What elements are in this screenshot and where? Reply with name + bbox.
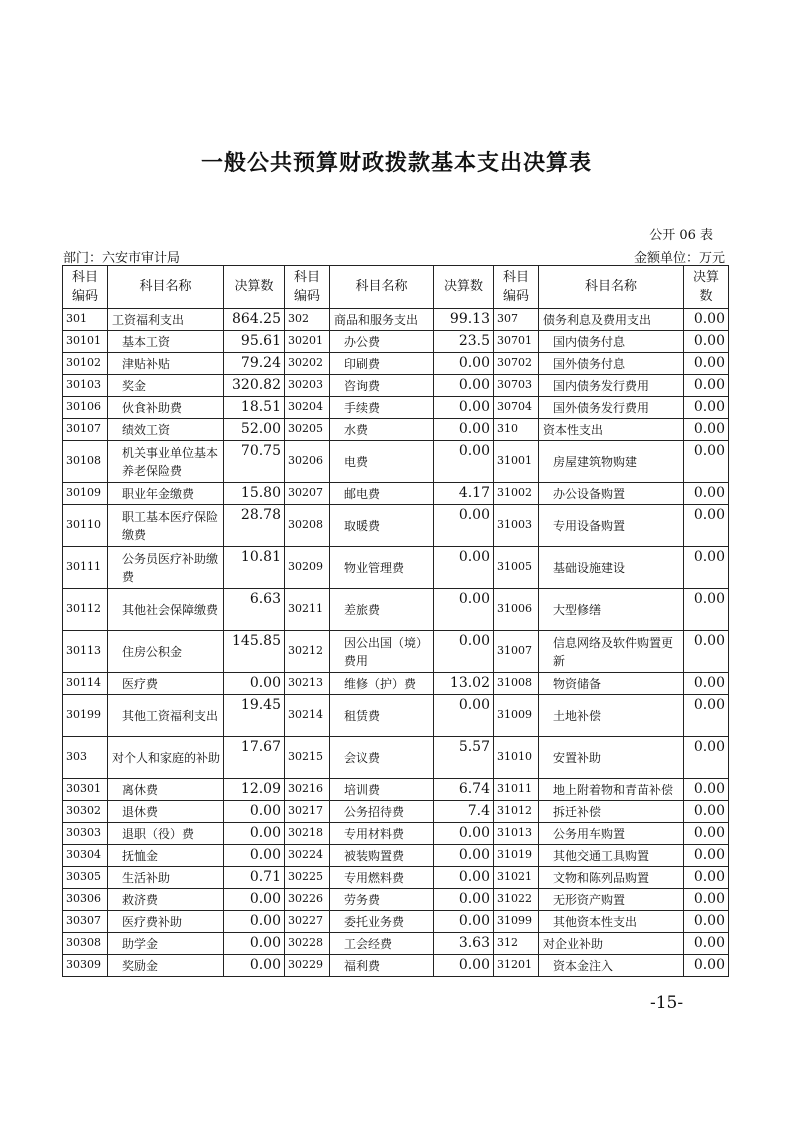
item-code: 30111 — [63, 547, 108, 589]
item-code: 30217 — [285, 801, 330, 823]
header-name: 科目名称 — [330, 266, 434, 309]
table-row — [63, 779, 729, 801]
form-number: 公开 06 表 — [649, 228, 713, 243]
item-code: 30209 — [285, 547, 330, 589]
item-name: 取暖费 — [330, 505, 434, 547]
item-code: 30303 — [63, 823, 108, 845]
item-amount: 28.78 — [224, 505, 285, 547]
item-name: 无形资产购置 — [539, 889, 684, 911]
item-name: 国外债务发行费用 — [539, 397, 684, 419]
item-name: 会议费 — [330, 737, 434, 779]
item-name: 工资福利支出 — [108, 309, 224, 331]
item-amount: 0.00 — [684, 441, 729, 483]
item-amount: 0.00 — [684, 353, 729, 375]
item-amount: 320.82 — [224, 375, 285, 397]
item-code: 31019 — [494, 845, 539, 867]
table-row — [63, 867, 729, 889]
table-row — [63, 955, 729, 977]
item-amount: 18.51 — [224, 397, 285, 419]
item-amount: 12.09 — [224, 779, 285, 801]
item-name: 拆迁补偿 — [539, 801, 684, 823]
item-amount: 0.00 — [434, 695, 494, 737]
item-code: 30201 — [285, 331, 330, 353]
item-name: 水费 — [330, 419, 434, 441]
item-code: 31201 — [494, 955, 539, 977]
item-code: 30101 — [63, 331, 108, 353]
item-code: 30225 — [285, 867, 330, 889]
item-amount: 6.74 — [434, 779, 494, 801]
item-name: 信息网络及软件购置更新 — [539, 631, 684, 673]
item-amount: 0.00 — [224, 933, 285, 955]
item-code: 30214 — [285, 695, 330, 737]
item-amount: 95.61 — [224, 331, 285, 353]
item-code: 30212 — [285, 631, 330, 673]
item-code: 30103 — [63, 375, 108, 397]
item-amount: 10.81 — [224, 547, 285, 589]
item-name: 住房公积金 — [108, 631, 224, 673]
item-name: 津贴补贴 — [108, 353, 224, 375]
item-name: 抚恤金 — [108, 845, 224, 867]
item-amount: 0.00 — [434, 505, 494, 547]
item-code: 31005 — [494, 547, 539, 589]
item-code: 31022 — [494, 889, 539, 911]
item-name: 地上附着物和青苗补偿 — [539, 779, 684, 801]
item-amount: 79.24 — [224, 353, 285, 375]
item-name: 基本工资 — [108, 331, 224, 353]
item-name: 土地补偿 — [539, 695, 684, 737]
item-name: 职业年金缴费 — [108, 483, 224, 505]
item-name: 医疗费补助 — [108, 911, 224, 933]
item-amount: 0.00 — [684, 309, 729, 331]
item-code: 30302 — [63, 801, 108, 823]
table-row — [63, 309, 729, 331]
item-amount: 0.00 — [684, 779, 729, 801]
item-name: 生活补助 — [108, 867, 224, 889]
item-name: 绩效工资 — [108, 419, 224, 441]
item-amount: 0.00 — [434, 589, 494, 631]
table-row — [63, 631, 729, 673]
department-label: 部门：六安市审计局 — [63, 251, 181, 266]
item-code: 31001 — [494, 441, 539, 483]
item-code: 312 — [494, 933, 539, 955]
item-code: 30216 — [285, 779, 330, 801]
table-row — [63, 801, 729, 823]
item-amount: 23.5 — [434, 331, 494, 353]
item-name: 退休费 — [108, 801, 224, 823]
item-name: 机关事业单位基本养老保险费 — [108, 441, 224, 483]
table-row — [63, 353, 729, 375]
item-code: 30309 — [63, 955, 108, 977]
item-code: 30204 — [285, 397, 330, 419]
item-name: 安置补助 — [539, 737, 684, 779]
header-amount: 决算数 — [684, 266, 729, 309]
item-amount: 0.00 — [224, 911, 285, 933]
item-code: 30229 — [285, 955, 330, 977]
item-code: 30703 — [494, 375, 539, 397]
item-name: 国外债务付息 — [539, 353, 684, 375]
table-row — [63, 933, 729, 955]
item-code: 31006 — [494, 589, 539, 631]
item-amount: 0.00 — [684, 483, 729, 505]
item-amount: 0.00 — [224, 889, 285, 911]
item-amount: 0.00 — [434, 911, 494, 933]
item-amount: 0.00 — [434, 353, 494, 375]
item-code: 30202 — [285, 353, 330, 375]
item-code: 303 — [63, 737, 108, 779]
item-amount: 0.00 — [684, 867, 729, 889]
table-row — [63, 331, 729, 353]
table-row — [63, 911, 729, 933]
item-name: 福利费 — [330, 955, 434, 977]
item-name: 伙食补助费 — [108, 397, 224, 419]
item-code: 31021 — [494, 867, 539, 889]
table-row — [63, 397, 729, 419]
item-amount: 0.00 — [224, 801, 285, 823]
item-amount: 99.13 — [434, 309, 494, 331]
table-header-row — [63, 266, 729, 309]
item-name: 专用材料费 — [330, 823, 434, 845]
item-amount: 0.00 — [434, 375, 494, 397]
item-amount: 145.85 — [224, 631, 285, 673]
item-amount: 0.00 — [224, 955, 285, 977]
item-name: 其他资本性支出 — [539, 911, 684, 933]
item-code: 31007 — [494, 631, 539, 673]
item-name: 公务招待费 — [330, 801, 434, 823]
item-amount: 0.00 — [434, 397, 494, 419]
item-name: 离休费 — [108, 779, 224, 801]
item-code: 30213 — [285, 673, 330, 695]
item-code: 30306 — [63, 889, 108, 911]
table-row — [63, 695, 729, 737]
item-name: 资本性支出 — [539, 419, 684, 441]
item-name: 房屋建筑物购建 — [539, 441, 684, 483]
item-code: 30199 — [63, 695, 108, 737]
item-code: 30113 — [63, 631, 108, 673]
item-code: 30114 — [63, 673, 108, 695]
table-row — [63, 547, 729, 589]
item-amount: 0.00 — [434, 631, 494, 673]
item-code: 31099 — [494, 911, 539, 933]
item-code: 31013 — [494, 823, 539, 845]
header-amount: 决算数 — [224, 266, 285, 309]
item-name: 职工基本医疗保险缴费 — [108, 505, 224, 547]
item-amount: 0.00 — [434, 889, 494, 911]
item-code: 30227 — [285, 911, 330, 933]
item-code: 30702 — [494, 353, 539, 375]
item-name: 办公费 — [330, 331, 434, 353]
table-row — [63, 505, 729, 547]
item-code: 30207 — [285, 483, 330, 505]
item-name: 奖励金 — [108, 955, 224, 977]
item-name: 国内债务发行费用 — [539, 375, 684, 397]
item-amount: 4.17 — [434, 483, 494, 505]
item-code: 31011 — [494, 779, 539, 801]
item-amount: 0.00 — [434, 823, 494, 845]
item-amount: 0.00 — [684, 737, 729, 779]
item-name: 大型修缮 — [539, 589, 684, 631]
item-amount: 0.00 — [684, 695, 729, 737]
item-amount: 0.00 — [684, 845, 729, 867]
table-row — [63, 441, 729, 483]
item-name: 物业管理费 — [330, 547, 434, 589]
item-name: 对个人和家庭的补助 — [108, 737, 224, 779]
item-amount: 0.00 — [684, 397, 729, 419]
item-code: 30305 — [63, 867, 108, 889]
header-name: 科目名称 — [539, 266, 684, 309]
item-name: 手续费 — [330, 397, 434, 419]
item-amount: 0.00 — [434, 867, 494, 889]
item-amount: 0.71 — [224, 867, 285, 889]
item-amount: 19.45 — [224, 695, 285, 737]
item-code: 302 — [285, 309, 330, 331]
item-amount: 0.00 — [684, 547, 729, 589]
item-amount: 0.00 — [434, 441, 494, 483]
item-amount: 0.00 — [684, 589, 729, 631]
item-name: 奖金 — [108, 375, 224, 397]
item-name: 债务利息及费用支出 — [539, 309, 684, 331]
item-name: 其他工资福利支出 — [108, 695, 224, 737]
item-amount: 13.02 — [434, 673, 494, 695]
item-amount: 0.00 — [684, 331, 729, 353]
item-code: 30307 — [63, 911, 108, 933]
item-name: 专用设备购置 — [539, 505, 684, 547]
item-name: 专用燃料费 — [330, 867, 434, 889]
header-code: 科目编码 — [494, 266, 539, 309]
item-code: 30208 — [285, 505, 330, 547]
item-name: 基础设施建设 — [539, 547, 684, 589]
item-code: 31008 — [494, 673, 539, 695]
item-amount: 52.00 — [224, 419, 285, 441]
item-amount: 0.00 — [224, 845, 285, 867]
item-name: 被装购置费 — [330, 845, 434, 867]
table-row — [63, 673, 729, 695]
item-code: 30110 — [63, 505, 108, 547]
item-amount: 0.00 — [684, 375, 729, 397]
item-code: 30102 — [63, 353, 108, 375]
item-code: 30224 — [285, 845, 330, 867]
item-amount: 0.00 — [434, 419, 494, 441]
item-name: 维修（护）费 — [330, 673, 434, 695]
header-code: 科目编码 — [285, 266, 330, 309]
item-code: 30205 — [285, 419, 330, 441]
item-code: 30206 — [285, 441, 330, 483]
page-title: 一般公共预算财政拨款基本支出决算表 — [200, 150, 592, 176]
item-name: 对企业补助 — [539, 933, 684, 955]
table-row — [63, 589, 729, 631]
item-amount: 3.63 — [434, 933, 494, 955]
item-name: 电费 — [330, 441, 434, 483]
item-amount: 0.00 — [684, 823, 729, 845]
item-amount: 0.00 — [684, 911, 729, 933]
item-amount: 0.00 — [684, 955, 729, 977]
item-name: 救济费 — [108, 889, 224, 911]
table-row — [63, 889, 729, 911]
item-amount: 0.00 — [224, 823, 285, 845]
item-code: 30109 — [63, 483, 108, 505]
item-code: 31012 — [494, 801, 539, 823]
item-code: 307 — [494, 309, 539, 331]
item-code: 30701 — [494, 331, 539, 353]
item-code: 31002 — [494, 483, 539, 505]
item-name: 医疗费 — [108, 673, 224, 695]
item-code: 30203 — [285, 375, 330, 397]
page-number: -15- — [650, 993, 684, 1013]
expenditure-table — [62, 265, 729, 977]
item-amount: 864.25 — [224, 309, 285, 331]
item-name: 委托业务费 — [330, 911, 434, 933]
table-row — [63, 845, 729, 867]
item-name: 其他交通工具购置 — [539, 845, 684, 867]
item-code: 30308 — [63, 933, 108, 955]
item-code: 30704 — [494, 397, 539, 419]
item-name: 邮电费 — [330, 483, 434, 505]
item-code: 30107 — [63, 419, 108, 441]
item-amount: 15.80 — [224, 483, 285, 505]
table-row — [63, 419, 729, 441]
item-amount: 0.00 — [684, 631, 729, 673]
item-name: 公务员医疗补助缴费 — [108, 547, 224, 589]
table-row — [63, 483, 729, 505]
item-amount: 0.00 — [434, 547, 494, 589]
item-amount: 6.63 — [224, 589, 285, 631]
item-amount: 0.00 — [434, 955, 494, 977]
item-amount: 0.00 — [224, 673, 285, 695]
item-name: 物资储备 — [539, 673, 684, 695]
item-name: 公务用车购置 — [539, 823, 684, 845]
item-name: 租赁费 — [330, 695, 434, 737]
item-code: 30108 — [63, 441, 108, 483]
item-code: 30301 — [63, 779, 108, 801]
item-code: 30211 — [285, 589, 330, 631]
item-amount: 0.00 — [434, 845, 494, 867]
item-code: 31010 — [494, 737, 539, 779]
table-row — [63, 375, 729, 397]
item-code: 30215 — [285, 737, 330, 779]
item-name: 工会经费 — [330, 933, 434, 955]
header-amount: 决算数 — [434, 266, 494, 309]
item-name: 助学金 — [108, 933, 224, 955]
item-code: 31003 — [494, 505, 539, 547]
item-name: 国内债务付息 — [539, 331, 684, 353]
unit-label: 金额单位：万元 — [633, 251, 725, 266]
header-name: 科目名称 — [108, 266, 224, 309]
item-code: 30112 — [63, 589, 108, 631]
item-name: 文物和陈列品购置 — [539, 867, 684, 889]
item-amount: 0.00 — [684, 889, 729, 911]
item-code: 30304 — [63, 845, 108, 867]
item-name: 办公设备购置 — [539, 483, 684, 505]
item-name: 商品和服务支出 — [330, 309, 434, 331]
table-row — [63, 737, 729, 779]
item-name: 印刷费 — [330, 353, 434, 375]
item-name: 其他社会保障缴费 — [108, 589, 224, 631]
item-name: 培训费 — [330, 779, 434, 801]
item-code: 310 — [494, 419, 539, 441]
item-code: 31009 — [494, 695, 539, 737]
item-amount: 7.4 — [434, 801, 494, 823]
table-row — [63, 823, 729, 845]
item-code: 30106 — [63, 397, 108, 419]
item-amount: 0.00 — [684, 673, 729, 695]
item-amount: 5.57 — [434, 737, 494, 779]
item-code: 30218 — [285, 823, 330, 845]
item-name: 咨询费 — [330, 375, 434, 397]
item-name: 差旅费 — [330, 589, 434, 631]
item-amount: 70.75 — [224, 441, 285, 483]
item-code: 301 — [63, 309, 108, 331]
item-name: 因公出国（境）费用 — [330, 631, 434, 673]
item-amount: 17.67 — [224, 737, 285, 779]
item-name: 资本金注入 — [539, 955, 684, 977]
item-name: 劳务费 — [330, 889, 434, 911]
item-code: 30226 — [285, 889, 330, 911]
item-amount: 0.00 — [684, 801, 729, 823]
item-name: 退职（役）费 — [108, 823, 224, 845]
item-code: 30228 — [285, 933, 330, 955]
item-amount: 0.00 — [684, 419, 729, 441]
table-body — [63, 309, 729, 977]
item-amount: 0.00 — [684, 933, 729, 955]
header-code: 科目编码 — [63, 266, 108, 309]
item-amount: 0.00 — [684, 505, 729, 547]
